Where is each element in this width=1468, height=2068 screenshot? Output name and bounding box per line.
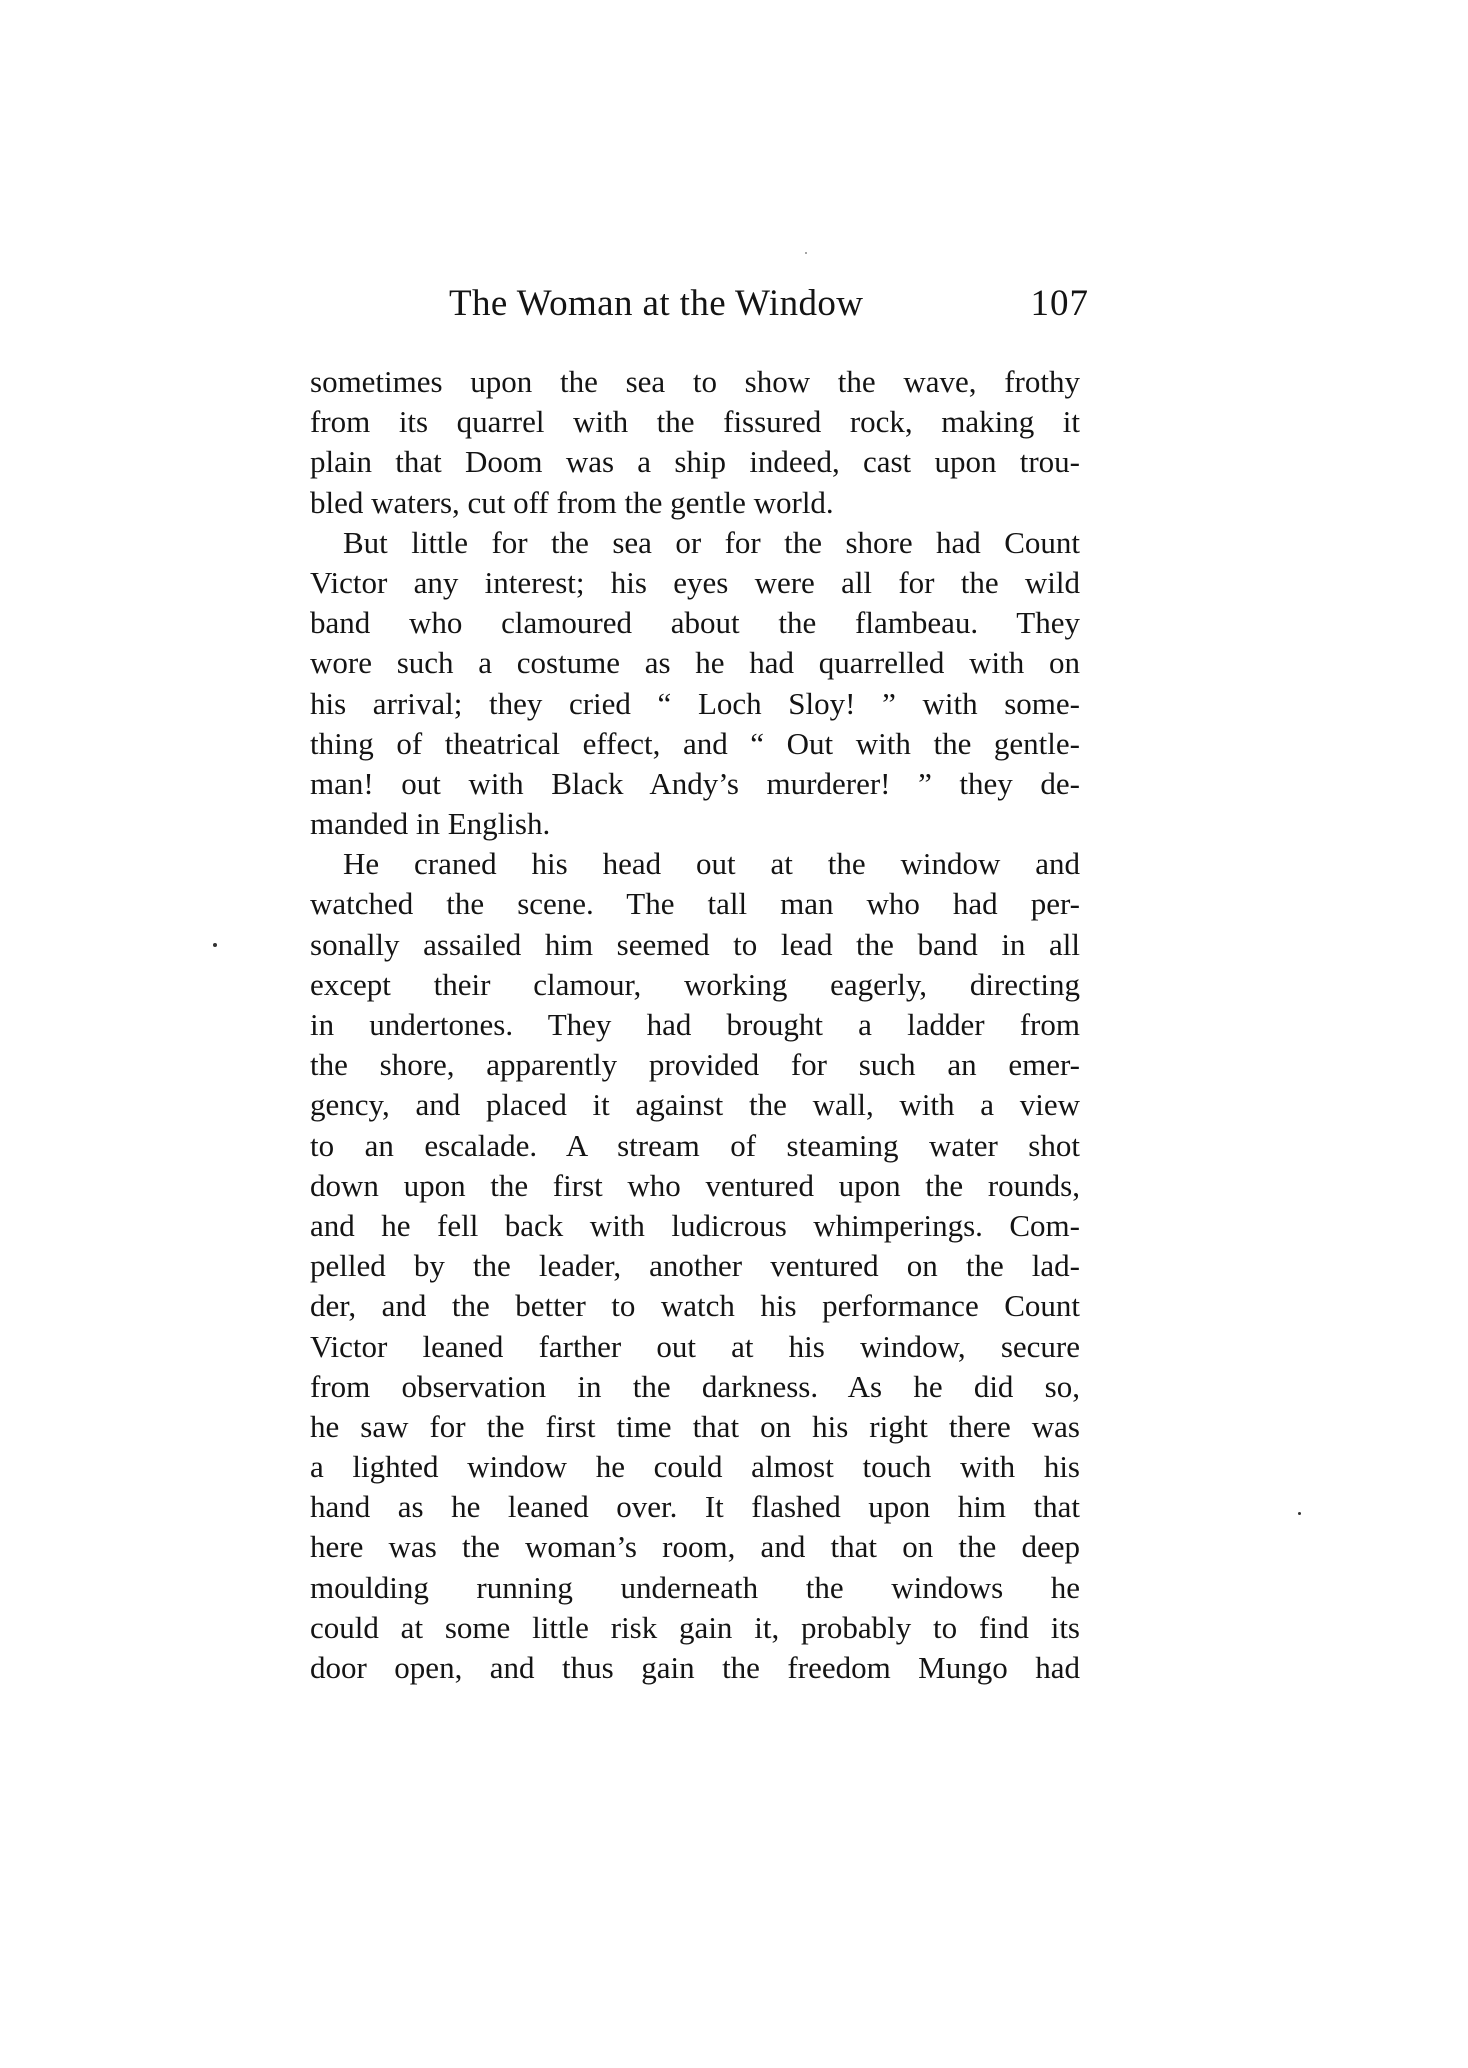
text-line: watched the scene. The tall man who had per- xyxy=(310,886,1080,922)
text-line: man! out with Black Andy’s murderer! ” they de- xyxy=(310,765,1080,801)
text-line: down upon the first who ventured upon the rounds, xyxy=(310,1167,1080,1203)
text-line: der, and the better to watch his performance Count xyxy=(310,1288,1080,1324)
text-line: band who clamoured about the flambeau. They xyxy=(310,605,1080,641)
body-text xyxy=(310,362,1080,1688)
text-line: But little for the sea or for the shore had Count xyxy=(343,524,1080,560)
text-line: could at some little risk gain it, probably to find its xyxy=(310,1609,1080,1645)
text-line: thing of theatrical effect, and “ Out with the gentle- xyxy=(310,725,1080,761)
text-line: He craned his head out at the window and xyxy=(343,846,1080,882)
text-line: moulding running underneath the windows he xyxy=(310,1569,1080,1605)
text-line: here was the woman’s room, and that on the deep xyxy=(310,1529,1080,1565)
text-line: gency, and placed it against the wall, with a view xyxy=(310,1087,1080,1123)
text-line: his arrival; they cried “ Loch Sloy! ” with some- xyxy=(310,685,1080,721)
text-line: a lighted window he could almost touch with his xyxy=(310,1449,1080,1485)
text-line: bled waters, cut off from the gentle world. xyxy=(310,484,834,520)
text-line: from observation in the darkness. As he did so, xyxy=(310,1368,1080,1404)
text-line: plain that Doom was a ship indeed, cast upon trou- xyxy=(310,444,1080,480)
text-line: hand as he leaned over. It flashed upon him that xyxy=(310,1489,1080,1525)
scan-speck xyxy=(805,252,807,254)
text-line: he saw for the first time that on his right there was xyxy=(310,1408,1080,1444)
text-line: door open, and thus gain the freedom Mungo had xyxy=(310,1650,1080,1685)
text-line: to an escalade. A stream of steaming water shot xyxy=(310,1127,1080,1163)
scan-speck xyxy=(213,943,217,947)
scan-speck xyxy=(1298,1512,1301,1515)
text-line: the shore, apparently provided for such an emer- xyxy=(310,1047,1080,1083)
text-line: manded in English. xyxy=(310,806,551,842)
running-title: The Woman at the Window xyxy=(449,283,864,324)
text-line: except their clamour, working eagerly, directing xyxy=(310,966,1080,1002)
text-line: sonally assailed him seemed to lead the band in all xyxy=(310,926,1080,962)
text-line: wore such a costume as he had quarrelled with on xyxy=(310,645,1080,681)
text-line: Victor any interest; his eyes were all for the wild xyxy=(310,564,1080,600)
running-head xyxy=(449,276,1089,332)
text-line: pelled by the leader, another ventured on the lad- xyxy=(310,1248,1080,1284)
text-line: sometimes upon the sea to show the wave, frothy xyxy=(310,364,1080,399)
text-line: in undertones. They had brought a ladder from xyxy=(310,1007,1080,1042)
text-line: from its quarrel with the fissured rock, making it xyxy=(310,404,1080,440)
page-number: 107 xyxy=(1030,283,1089,324)
text-line: and he fell back with ludicrous whimperings. Com- xyxy=(310,1207,1080,1243)
text-line: Victor leaned farther out at his window, secure xyxy=(310,1328,1080,1364)
